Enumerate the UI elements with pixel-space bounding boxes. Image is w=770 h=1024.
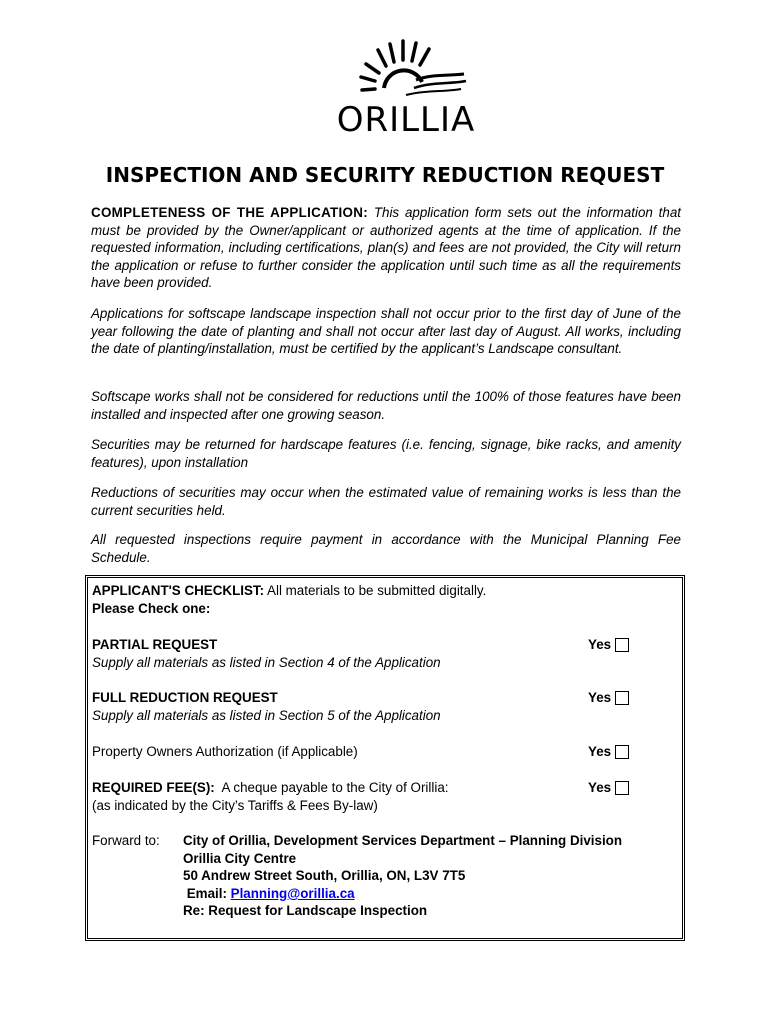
full-reduction-yes[interactable] xyxy=(588,689,629,707)
checklist-heading-row xyxy=(92,582,672,600)
partial-request-label: PARTIAL REQUEST xyxy=(92,637,218,652)
owners-authorization-label: Property Owners Authorization (if Applicable) xyxy=(92,744,358,759)
checklist-heading-note: All materials to be submitted digitally. xyxy=(267,583,487,598)
hardscape-paragraph: Securities may be returned for hardscape features (i.e. fencing, signage, bike racks, and amenity features), upon installation xyxy=(91,437,681,470)
page-title: INSPECTION AND SECURITY REDUCTION REQUEST xyxy=(105,163,665,187)
yes-label: Yes xyxy=(588,780,612,795)
forward-department: City of Orillia, Development Services Department – Planning Division xyxy=(183,833,623,848)
softscape-inspection-paragraph: Applications for softscape landscape inspection shall not occur prior to the first day of June of the year following the date of planting and shall not occur after last day of August. All works, including the date of planting/installation, must be certified by the applicant’s Landscape consultant. xyxy=(91,306,681,357)
yes-label: Yes xyxy=(588,637,612,652)
required-fees-label: REQUIRED FEE(S): xyxy=(92,780,215,795)
partial-request-sub: Supply all materials as listed in Section 4 of the Application xyxy=(92,655,441,670)
required-fees-yes[interactable] xyxy=(588,779,629,797)
full-reduction-label: FULL REDUCTION REQUEST xyxy=(92,690,278,705)
yes-label: Yes xyxy=(588,690,612,705)
completeness-lead: COMPLETENESS OF THE APPLICATION: xyxy=(91,205,368,220)
orillia-logo xyxy=(316,36,496,140)
sun-logo-icon xyxy=(316,36,496,106)
required-fees-note: A cheque payable to the City of Orillia: xyxy=(221,780,449,795)
partial-request-checkbox[interactable] xyxy=(615,638,629,652)
full-reduction-checkbox[interactable] xyxy=(615,691,629,705)
completeness-paragraph xyxy=(91,204,681,292)
forward-email-row xyxy=(183,885,683,903)
please-check-label: Please Check one: xyxy=(92,601,211,616)
partial-request-yes[interactable] xyxy=(588,636,629,654)
required-fees-sub: (as indicated by the City’s Tariffs & Fees By-law) xyxy=(92,798,378,813)
payment-paragraph: All requested inspections require payment in accordance with the Municipal Planning Fee Schedule. xyxy=(91,532,681,565)
required-fees-row xyxy=(92,779,672,797)
forward-to-label: Forward to: xyxy=(92,833,160,848)
owners-authorization-yes[interactable] xyxy=(588,743,629,761)
checklist-heading: APPLICANT'S CHECKLIST: xyxy=(92,583,265,598)
full-reduction-sub: Supply all materials as listed in Section 5 of the Application xyxy=(92,708,441,723)
email-link[interactable]: Planning@orillia.ca xyxy=(230,885,355,901)
applicant-checklist xyxy=(85,575,685,941)
required-fees-checkbox[interactable] xyxy=(615,781,629,795)
forward-address xyxy=(183,832,683,920)
forward-building: Orillia City Centre xyxy=(183,850,297,866)
yes-label: Yes xyxy=(588,744,612,759)
email-label: Email: xyxy=(186,885,227,901)
forward-subject: Re: Request for Landscape Inspection xyxy=(183,903,428,919)
softscape-reduction-paragraph: Softscape works shall not be considered for reductions until the 100% of those features have been installed and inspected after one growing season. xyxy=(91,389,681,422)
owners-authorization-checkbox[interactable] xyxy=(615,745,629,759)
forward-street: 50 Andrew Street South, Orillia, ON, L3V 7T5 xyxy=(183,868,466,884)
completeness-text: This application form sets out the information that must be provided by the Owner/applicant or authorized agents at the time of application. If the requested information, including certifications, plan(s) and fees are not provided, the City will return the application or refuse to further consider the application until such time as all the requirements have been provided. xyxy=(91,205,681,291)
reductions-paragraph: Reductions of securities may occur when the estimated value of remaining works is less than the current securities held. xyxy=(91,485,681,518)
logo-wordmark: ORILLIA xyxy=(336,100,476,140)
